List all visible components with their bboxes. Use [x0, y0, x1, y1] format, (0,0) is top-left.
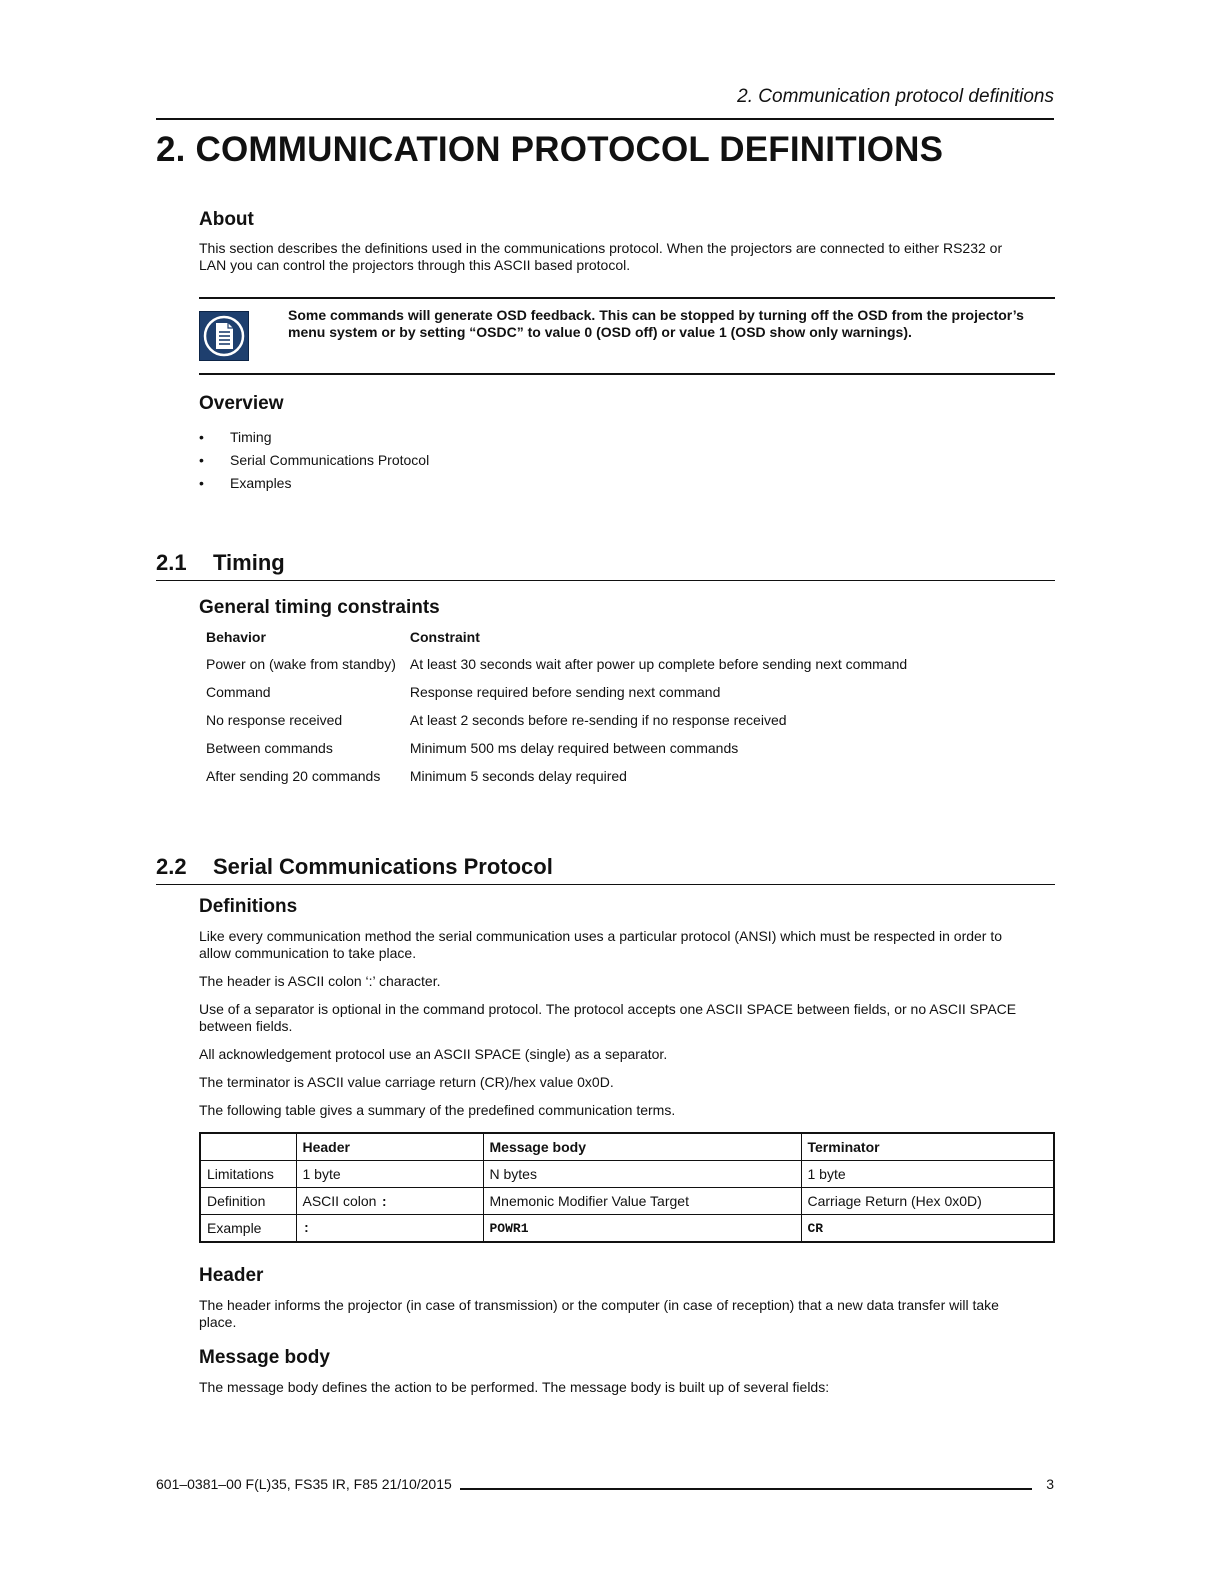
- table-cell: Definition: [200, 1188, 296, 1215]
- column-header: Constraint: [409, 629, 480, 645]
- table-header-row: [199, 624, 914, 650]
- table-cell: After sending 20 commands: [206, 768, 381, 784]
- definitions-p6: The following table gives a summary of the predefined communication terms.: [199, 1102, 676, 1118]
- section-number: 2.2: [156, 854, 187, 879]
- table-cell: Minimum 500 ms delay required between commands: [409, 740, 739, 756]
- communication-terms-table: [199, 1132, 1055, 1243]
- about-text-line-1: This section describes the definitions used in the communications protocol. When the projectors are connected to either RS232 or: [199, 240, 1003, 256]
- note-document-icon: [199, 311, 249, 361]
- list-item: • Examples: [199, 475, 1055, 498]
- table-cell: :: [296, 1215, 483, 1243]
- message-body-heading: Message body: [199, 1347, 330, 1368]
- table-cell: Minimum 5 seconds delay required: [409, 768, 627, 784]
- table-row: [200, 1188, 1054, 1215]
- table-cell: Power on (wake from standby): [206, 656, 396, 672]
- definitions-p3-line-2: between fields.: [199, 1018, 293, 1034]
- header-text-line-2: place.: [199, 1314, 237, 1330]
- footer-rule: [460, 1478, 1032, 1490]
- table-row: [199, 650, 914, 678]
- page-footer: [156, 1476, 1054, 1492]
- note-line-2: menu system or by setting “OSDC” to value 0 (OSD off) or value 1 (OSD show only warnings).: [288, 324, 912, 340]
- table-cell: Response required before sending next command: [409, 684, 721, 700]
- table-cell: At least 2 seconds before re-sending if no response received: [409, 712, 787, 728]
- section-number: 2.1: [156, 550, 187, 575]
- page-number: 3: [1046, 1476, 1054, 1492]
- table-row: [199, 762, 914, 790]
- timing-subheading: General timing constraints: [199, 597, 440, 618]
- table-cell: Limitations: [200, 1161, 296, 1188]
- list-item: • Serial Communications Protocol: [199, 452, 1055, 475]
- section-title-text: Serial Communications Protocol: [213, 854, 553, 879]
- table-cell: CR: [801, 1215, 1054, 1243]
- column-header: Header: [296, 1133, 483, 1161]
- timing-subsection: [199, 597, 1055, 619]
- definitions-p1-line-2: allow communication to take place.: [199, 945, 417, 961]
- table-cell: [296, 1188, 483, 1215]
- table-row: [200, 1215, 1054, 1243]
- table-cell: POWR1: [483, 1215, 801, 1243]
- cell-text: ASCII colon: [302, 1192, 377, 1209]
- overview-heading: Overview: [199, 393, 284, 414]
- table-cell: At least 30 seconds wait after power up complete before sending next command: [409, 656, 908, 672]
- table-header-row: [200, 1133, 1054, 1161]
- column-header: Message body: [483, 1133, 801, 1161]
- overview-list: [199, 429, 1055, 498]
- note-text: [288, 307, 1055, 341]
- definitions-p1-line-1: Like every communication method the serial communication uses a particular protocol (ANSI) which must be respected in order to: [199, 928, 1003, 944]
- section-2-2-title: [156, 854, 1055, 885]
- header-subsection: [199, 1265, 1055, 1331]
- column-header: [200, 1133, 296, 1161]
- table-row: [199, 678, 914, 706]
- table-cell: 1 byte: [296, 1161, 483, 1188]
- section-2-1-title: [156, 550, 1055, 581]
- about-text-line-2: LAN you can control the projectors through this ASCII based protocol.: [199, 257, 631, 273]
- table-row: [199, 734, 914, 762]
- table-cell: Mnemonic Modifier Value Target: [483, 1188, 801, 1215]
- running-header: 2. Communication protocol definitions: [156, 86, 1054, 120]
- message-body-subsection: [199, 1347, 1055, 1396]
- colon-symbol: :: [380, 1194, 389, 1210]
- table-cell: Between commands: [206, 740, 333, 756]
- note-box: [199, 297, 1055, 375]
- chapter-title: 2. COMMUNICATION PROTOCOL DEFINITIONS: [156, 130, 944, 169]
- message-body-text: The message body defines the action to be performed. The message body is built up of several fields:: [199, 1379, 830, 1395]
- definitions-p2: The header is ASCII colon ‘:’ character.: [199, 973, 441, 989]
- overview-section: [199, 393, 1055, 498]
- table-row: [199, 706, 914, 734]
- definitions-p5: The terminator is ASCII value carriage return (CR)/hex value 0x0D.: [199, 1074, 614, 1090]
- header-heading: Header: [199, 1265, 264, 1286]
- table-cell: No response received: [206, 712, 343, 728]
- definitions-section: [199, 896, 1055, 1119]
- timing-table: [199, 624, 914, 790]
- table-cell: Carriage Return (Hex 0x0D): [801, 1188, 1054, 1215]
- note-line-1: Some commands will generate OSD feedback. This can be stopped by turning off the OSD from the projector’s: [288, 307, 1024, 323]
- about-section: [199, 209, 1055, 274]
- table-cell: Command: [206, 684, 271, 700]
- definitions-p3-line-1: Use of a separator is optional in the command protocol. The protocol accepts one ASCII SPACE between fields, or no ASCII SPACE: [199, 1001, 1017, 1017]
- list-item: • Timing: [199, 429, 1055, 452]
- column-header: Behavior: [206, 629, 266, 645]
- definitions-p4: All acknowledgement protocol use an ASCII SPACE (single) as a separator.: [199, 1046, 668, 1062]
- header-text-line-1: The header informs the projector (in case of transmission) or the computer (in case of reception) that a new data transfer will take: [199, 1297, 999, 1313]
- column-header: Terminator: [801, 1133, 1054, 1161]
- table-cell: Example: [200, 1215, 296, 1243]
- table-cell: 1 byte: [801, 1161, 1054, 1188]
- definitions-heading: Definitions: [199, 896, 298, 917]
- footer-doc-info: 601–0381–00 F(L)35, FS35 IR, F85 21/10/2015: [156, 1476, 452, 1492]
- table-cell: N bytes: [483, 1161, 801, 1188]
- about-heading: About: [199, 209, 254, 230]
- section-title-text: Timing: [213, 550, 285, 575]
- table-row: [200, 1161, 1054, 1188]
